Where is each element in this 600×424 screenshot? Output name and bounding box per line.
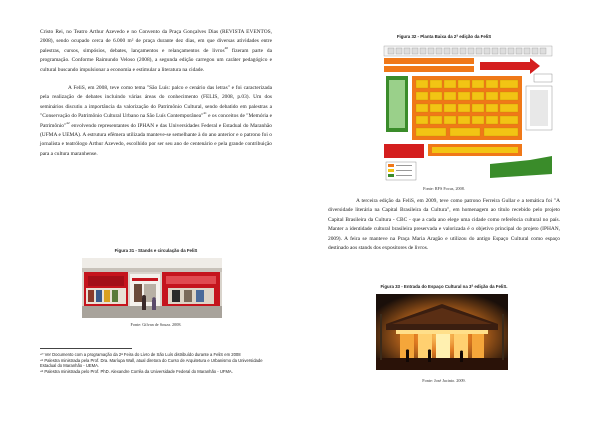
- figure-32-source: Fonte: RFS Focus, 2008.: [423, 186, 465, 191]
- paragraph-3: A terceira edição da FeliS, em 2009, teve como patrono Ferreira Gullar e a temática foi "A diversidade literária na Capital Brasileira da Cultura", em homenagem ao título recebido pelo projeto Capital Brasileira da Cultura - CBC - que a cada ano elege uma cidade como referência cultural no país. Manter a identidade cultural brasileira preservada e valorizada é o objetivo principal do projeto (IPHAN, 2009). A feira se manteve na Praça Maria Aragão e utilizou do antigo Espaço Cultural como espaço destinado aos stands dos expositores de livros.: [328, 198, 560, 252]
- footnote-ref: 40: [224, 46, 229, 51]
- stands-photo-image: [82, 258, 222, 318]
- floor-plan-image: [380, 44, 556, 184]
- figure-33-photo: [376, 294, 508, 370]
- paragraph-2: A FeliS, em 2008, teve como tema "São Luís: palco e cenário das letras" e foi caracterizada pela realização de debates incluindo várias áreas do conhecimento (FELIS, 2008, p.03). Um dos seminários discutiu a importância da valorização do Patrimônio Cultural, sendo debatido em palestras a "Conservação do Patrimônio Cultural Urbano na São Luís Contemporânea"$^{41}$ e os conceitos de "Memória e Patrimônio"$^{42}$ envolvendo representantes do IPHAN e das Universidades Federal e Estadual do Maranhão (UFMA e UEMA). A estrutura efêmera utilizada manteve-se semelhante à do ano anterior e o patrono foi o jornalista e teatrólogo Arthur Azevedo, escolhido por ser seu ano de centenário e pela grande contribuição para a cultura maranhense.: [40, 85, 272, 157]
- figure-32-caption: Figura 32 - Planta Baixa da 2ª edição da FeliS: [396, 34, 492, 39]
- figure-33-caption: Figura 33 - Entrada do Espaço Cultural na 3ª edição da FeliS.: [380, 284, 508, 289]
- figure-32-floor-plan: [380, 44, 556, 184]
- footnote-42: ⁴² Palestra ministrada pelo Prof. PhD. Alexandre Corrêa da Universidade Federal do Maranhão - UFMA.: [40, 369, 233, 375]
- right-column-text: [328, 197, 560, 253]
- figure-31-caption: Figura 31 - Stands e circulação da FeliS: [114, 248, 198, 253]
- paragraph-1: Cristo Rei, no Teatro Arthur Azevedo e no Convento da Praça Gonçalves Dias (REVISTA EVENTOS, 2008), sendo ocupado cerca de 6.000 m² de praça durante dez dias, em que diversas atividades entre palestras, cursos, simpósios, debates, lançamentos e relançamentos de livros$^{40}$ fizeram parte da programação. Conforme Raimundo Veloso (2008), a segunda edição carregou um caráter pedagógico e cultural buscando impulsionar a economia e estimular a literatura na cidade.: [40, 29, 272, 73]
- entrance-photo-image: [376, 294, 508, 370]
- footnotes: [40, 348, 272, 375]
- footnote-40: ⁴⁰ Ver Documento com a programação da 2ª Feira do Livro de São Luís distribuído durante a FeliS em 2008: [40, 352, 241, 357]
- footnote-separator: [40, 348, 132, 349]
- footnote-ref: 41: [203, 111, 207, 116]
- left-column: [40, 28, 272, 159]
- footnote-ref: 42: [66, 120, 70, 125]
- figure-31-source: Fonte: Gilvan de Souza. 2008.: [130, 322, 182, 327]
- figure-33-source: Fonte: José Jacinto. 2009.: [422, 378, 466, 383]
- footnote-41: ⁴¹ Palestra ministrada pela Prof. Dra. Maríupa Wall, atual diretora do Curso de Arquitetura e Urbanismo da Universidade Estadual do Maranhão - UEMA.: [40, 357, 263, 369]
- figure-31-photo: [82, 258, 222, 318]
